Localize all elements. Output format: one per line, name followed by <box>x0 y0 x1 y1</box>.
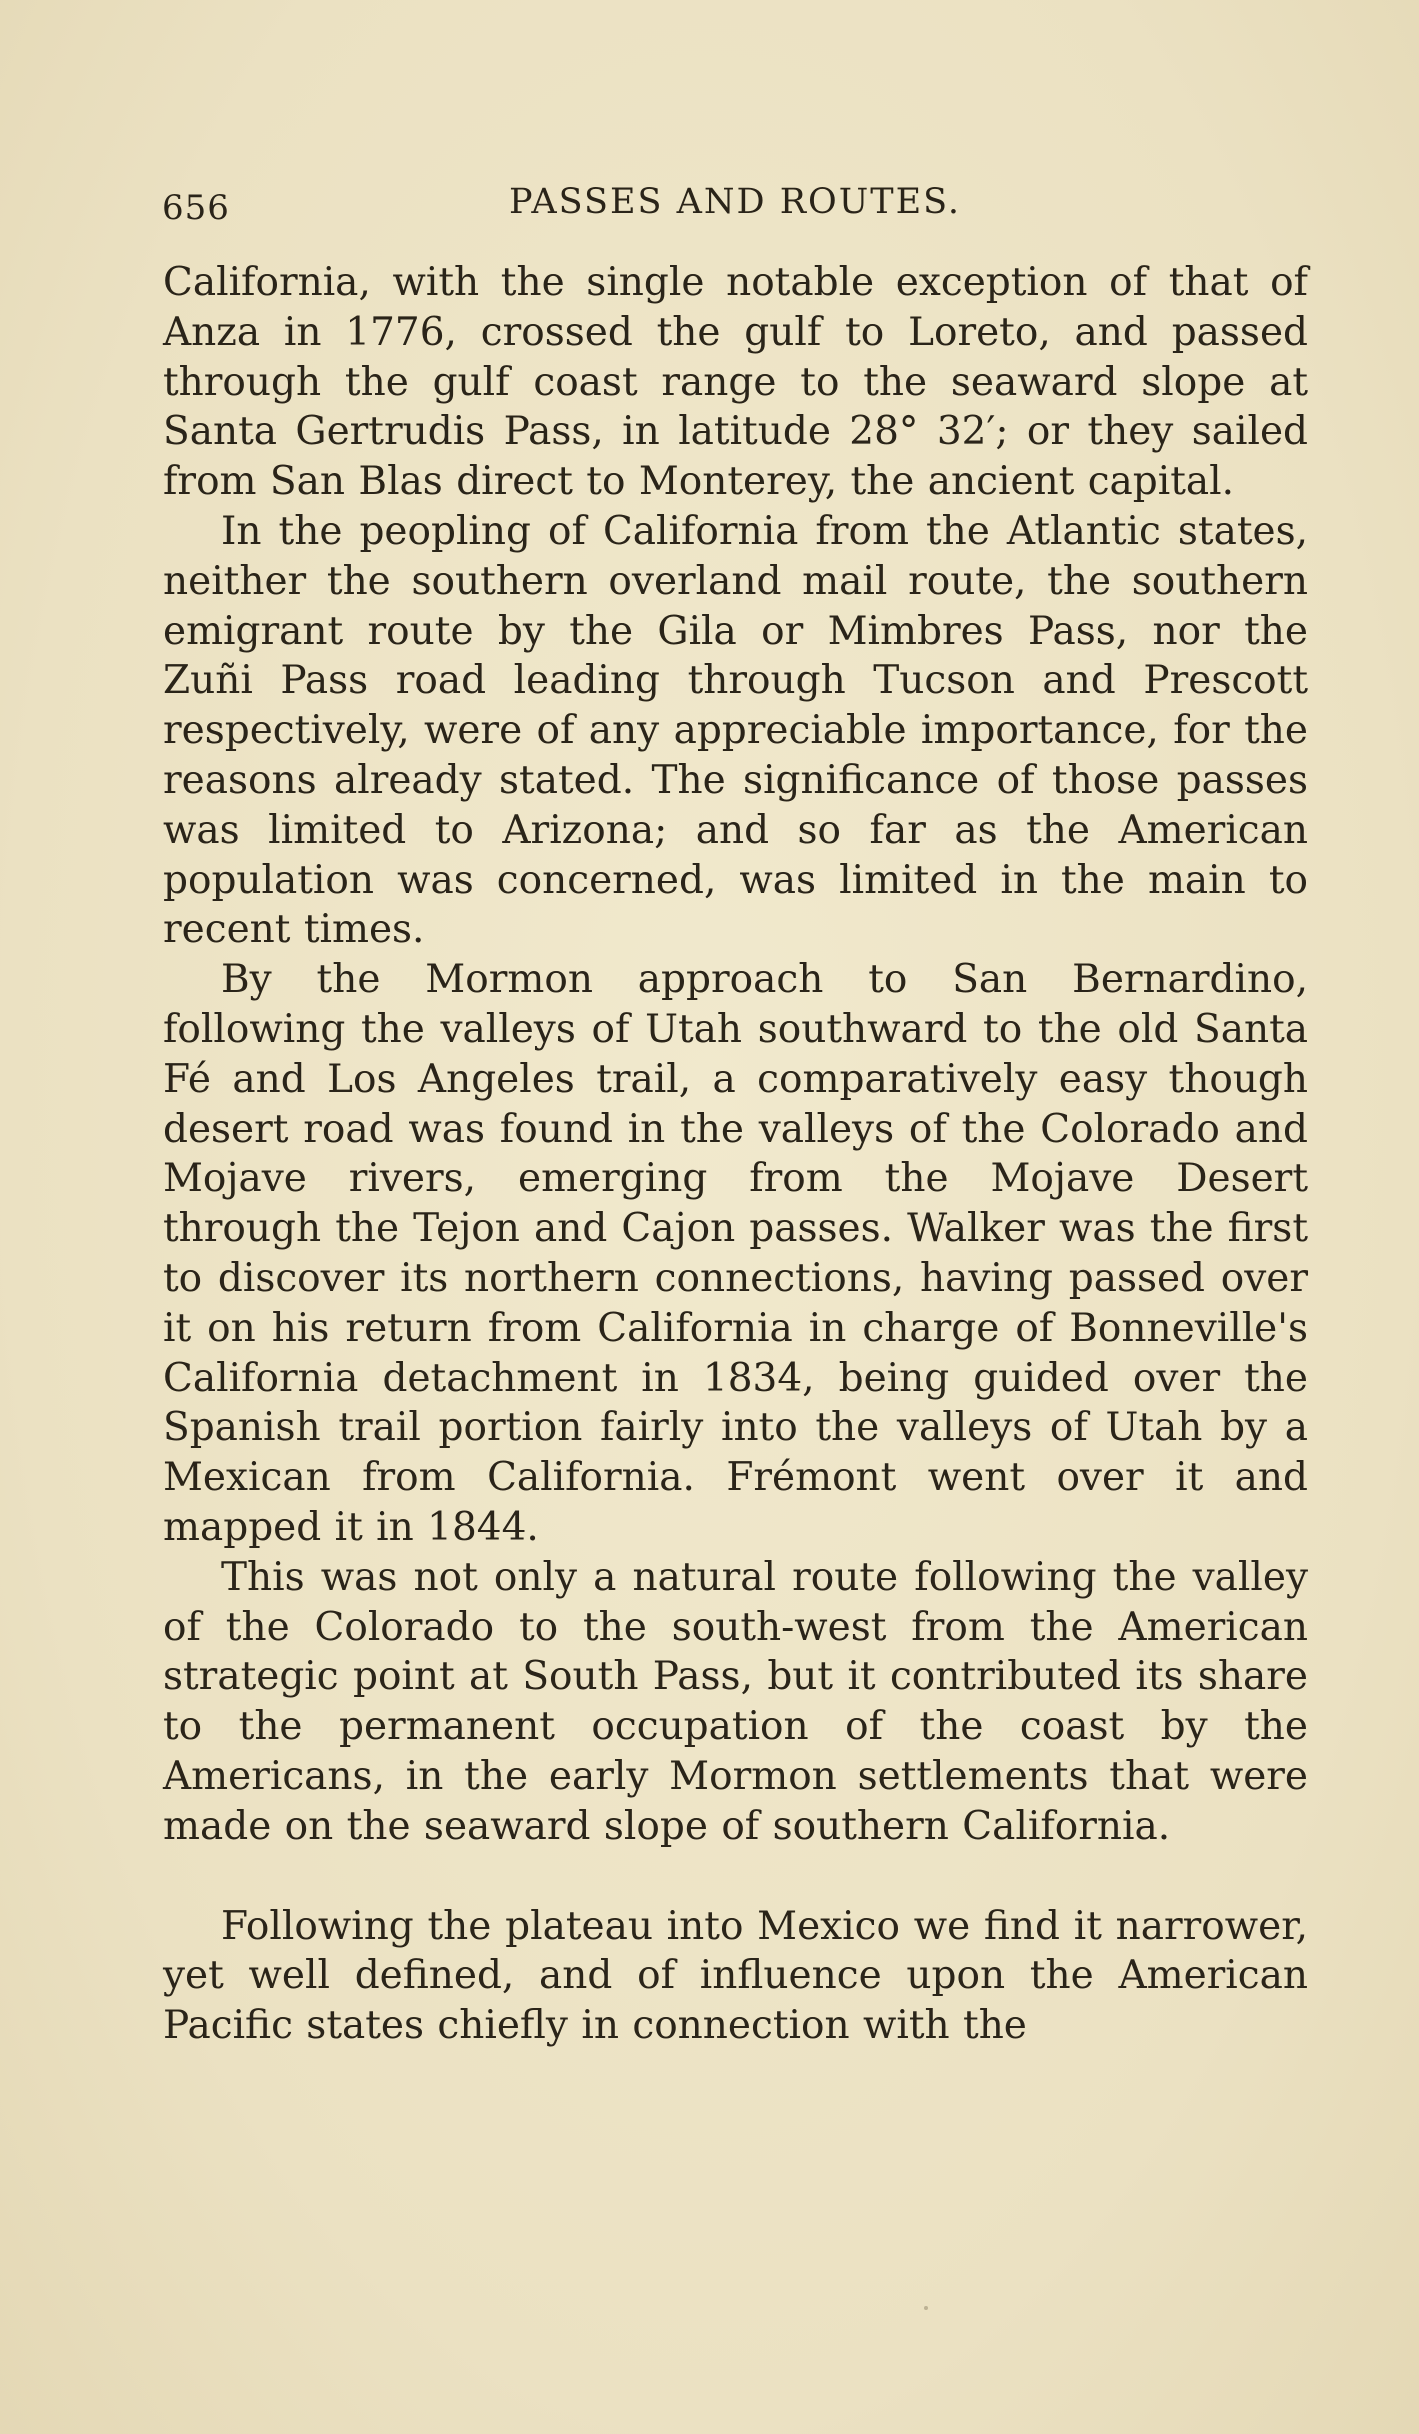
paragraph: In the peopling of California from the Atlantic states, neither the southern overland mail route, the southern emigrant route by the Gila or Mimbres Pass, nor the Zuñi Pass road leading through Tucson and Prescott respectively, were of any appreciable importance, for the reasons already stated. The significance of those passes was limited to Arizona; and so far as the American population was concerned, was limited in the main to recent times. <box>163 508 1308 953</box>
paragraph: This was not only a natural route following the valley of the Colorado to the south-west from the American strategic point at South Pass, but it contributed its share to the permanent occupation of the coast by the Americans, in the early Mormon settlements that were made on the seaward slope of southern California. <box>163 1554 1308 1849</box>
page-number: 656 <box>162 188 230 228</box>
paper-speck <box>924 2306 928 2310</box>
paragraph: Following the plateau into Mexico we find it narrower, yet well defined, and of influence upon the American Pacific states chiefly in connection with the <box>163 1903 1308 2049</box>
page-header <box>162 182 1308 242</box>
body-text <box>163 258 1308 2051</box>
paragraph-continued: California, with the single notable exception of that of Anza in 1776, crossed the gulf to Loreto, and passed through the gulf coast range to the seaward slope at Santa Gertrudis Pass, in latitude 28° 32′; or they sailed from San Blas direct to Monterey, the ancient capital. <box>163 260 1308 505</box>
paragraph: By the Mormon approach to San Bernardino, following the valleys of Utah southward to the old Santa Fé and Los Angeles trail, a comparatively easy though desert road was found in the valleys of the Colorado and Mojave rivers, emerging from the Mojave Desert through the Tejon and Cajon passes. Walker was the first to discover its northern connections, having passed over it on his return from California in charge of Bonneville's California detachment in 1834, being guided over the Spanish trail portion fairly into the valleys of Utah by a Mexican from California. Frémont went over it and mapped it in 1844. <box>163 957 1308 1550</box>
running-head: PASSES AND ROUTES. <box>509 182 961 222</box>
